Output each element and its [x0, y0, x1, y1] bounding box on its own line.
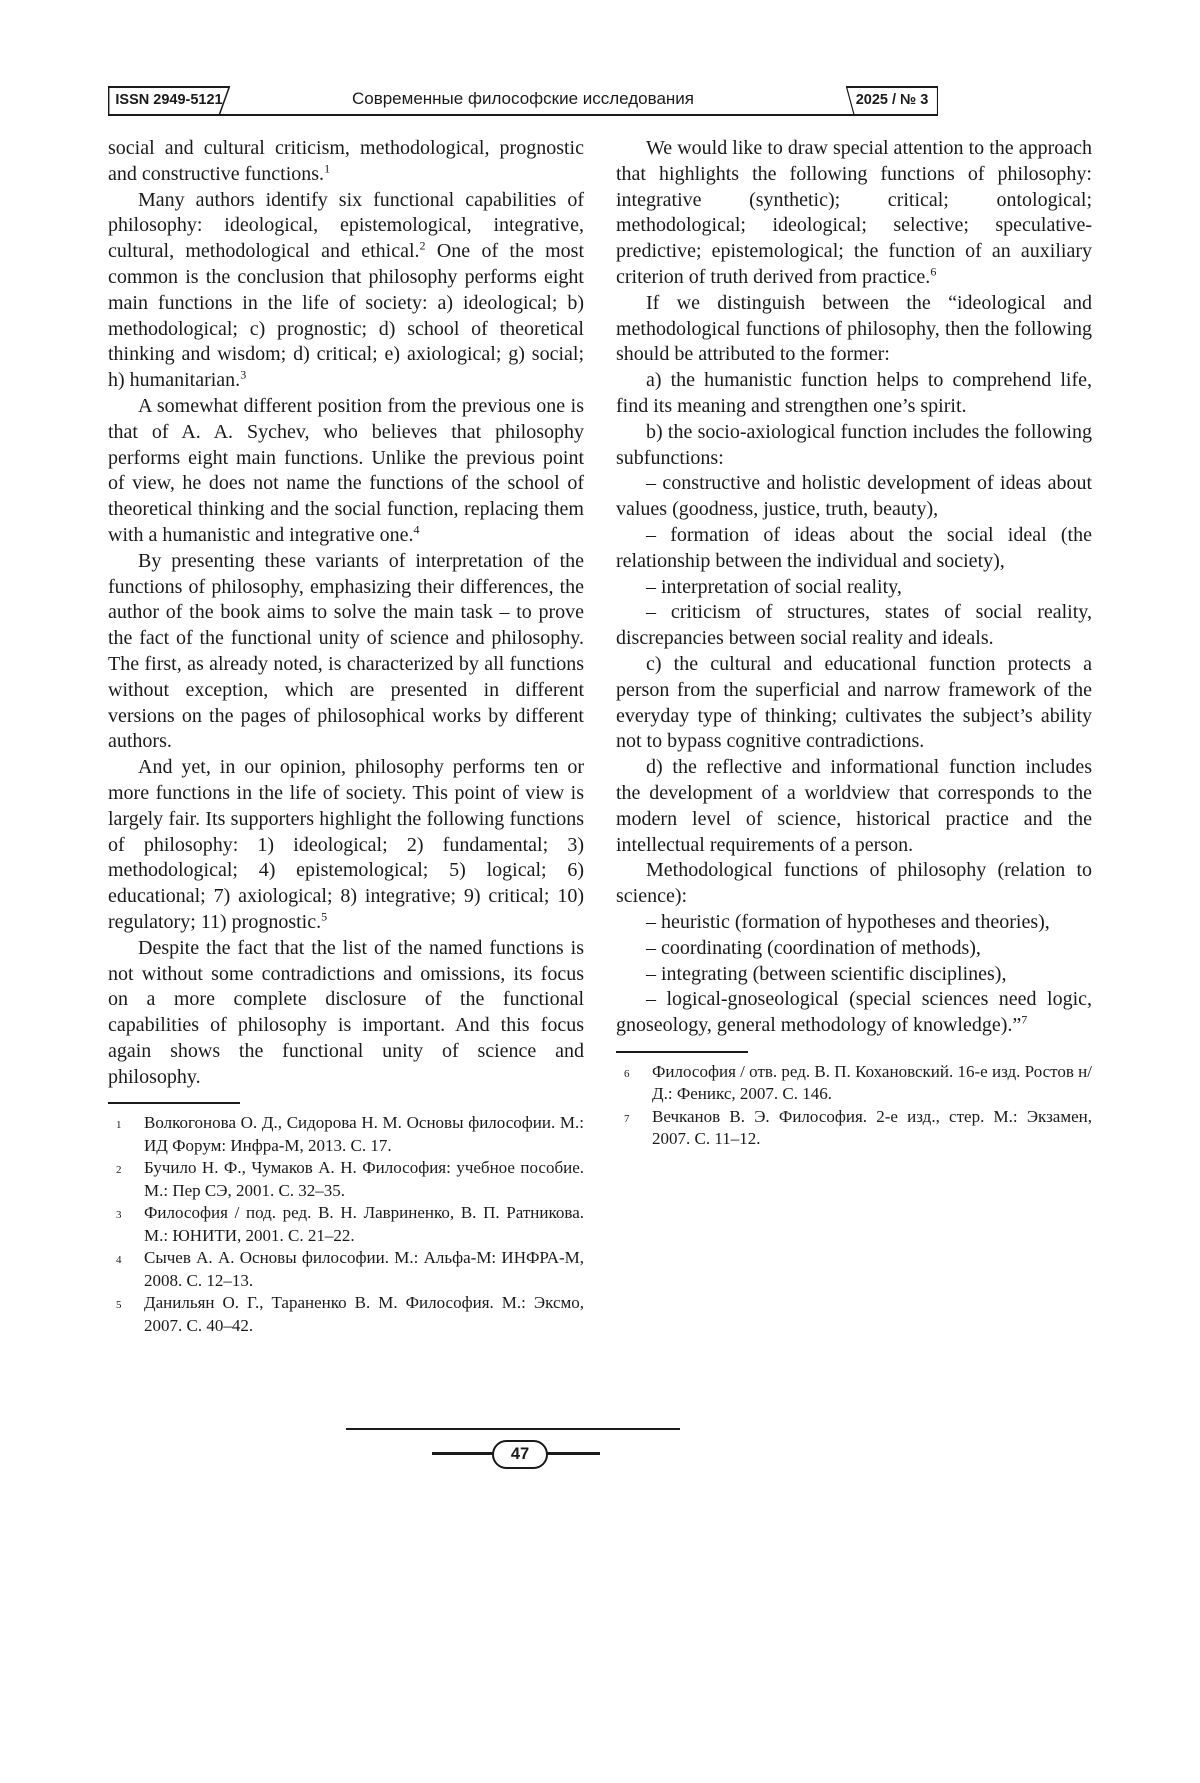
paragraph: b) the socio-axiological function includes the following subfunctions: — [616, 420, 1092, 469]
issue-tag — [846, 86, 938, 116]
footnote-number: 6 — [624, 1067, 630, 1080]
footnote-marker: 1 — [324, 161, 331, 176]
footnote — [108, 1112, 584, 1157]
footnote — [616, 1106, 1092, 1151]
paragraph: c) the cultural and educational function protects a person from the superficial and narrow framework of the everyday type of thinking; cultivates the subject’s ability not to bypass cognitive contradictions. — [616, 652, 1092, 753]
footnote-text: Философия / под. ред. В. Н. Лавриненко, В. П. Ратникова. М.: ЮНИТИ, 2001. С. 21–22. — [144, 1203, 584, 1245]
paragraph: – formation of ideas about the social ideal (the relationship between the individual and society), — [616, 523, 1092, 572]
paragraph: a) the humanistic function helps to comprehend life, find its meaning and strengthen one’s spirit. — [616, 369, 1092, 417]
footnote-text: Философия / отв. ред. В. П. Кохановский. 16-е изд. Ростов н/Д.: Феникс, 2007. С. 146. — [652, 1061, 1092, 1104]
paragraph: By presenting these variants of interpretation of the functions of philosophy, emphasizing their differences, the author of the book aims to solve the main task – to prove the fact of the functional unity of science and philosophy. The first, as already noted, is characterized by all functions without exception, which are presented in different versions on the pages of philosophical works by different authors. — [108, 549, 584, 753]
paragraph: – coordinating (coordination of methods), — [646, 936, 981, 959]
page-number-badge — [492, 1440, 548, 1469]
footnote-text: Бучило Н. Ф., Чумаков А. Н. Философия: учебное пособие. М.: Пер СЭ, 2001. С. 32–35. — [144, 1158, 584, 1200]
footnote-number: 7 — [624, 1112, 630, 1125]
paragraph: – constructive and holistic development of ideas about values (goodness, justice, truth, beauty), — [616, 472, 1092, 521]
paragraph: – criticism of structures, states of social reality, discrepancies between social reality and ideals. — [616, 601, 1092, 650]
footnote — [108, 1292, 584, 1337]
footnote-number: 5 — [116, 1299, 122, 1312]
left-column-body — [108, 136, 584, 1090]
page-number: 47 — [510, 1445, 530, 1463]
page-header — [108, 86, 938, 116]
footnote-text: Волкогонова О. Д., Сидорова Н. М. Основы философии. М.: ИД Форум: Инфра-М, 2013. С. 17. — [144, 1113, 584, 1155]
footnote — [616, 1061, 1092, 1106]
paragraph: Many authors identify six functional capabilities of philosophy: ideological, epistemological, integrative, cultural, methodological and ethical.$^2$ One of the most common is the conclusion that philosophy performs eight main functions in the life of society: a) ideological; b) methodological; c) prognostic; d) school of theoretical thinking and wisdom; d) critical; e) axiological; g) social; h) humanitarian.$^3$ — [108, 188, 585, 392]
footnote — [108, 1247, 584, 1292]
issn-label: ISSN 2949-5121 — [115, 92, 223, 108]
footer-rule-top — [346, 1428, 680, 1430]
footnote-marker: 2 — [419, 238, 426, 253]
paragraph: We would like to draw special attention to the approach that highlights the following functions of philosophy: integrative (synthetic); critical; ontological; methodological; ideological; selective; speculative-predictive; epistemological; the function of an auxiliary criterion of truth derived from practice.$^6$ — [616, 137, 1092, 288]
footnote-text: Вечканов В. Э. Философия. 2-е изд., стер. М.: Экзамен, 2007. С. 11–12. — [652, 1106, 1092, 1149]
header-rule — [108, 114, 938, 116]
footnote-marker: 3 — [240, 367, 247, 382]
footnote — [108, 1157, 584, 1202]
right-footnote-separator — [616, 1051, 748, 1053]
paragraph: d) the reflective and informational function includes the development of a worldview that corresponds to the modern level of science, historical practice and the intellectual requirements of a person. — [616, 756, 1092, 856]
left-column — [108, 136, 584, 1337]
footnote-marker: 5 — [321, 909, 328, 924]
footnote-number: 4 — [116, 1254, 122, 1267]
paragraph: A somewhat different position from the previous one is that of A. A. Sychev, who believes that philosophy performs eight main functions. Unlike the previous point of view, he does not name the functions of the school of theoretical thinking and the social function, replacing them with a humanistic and integrative one.$^4$ — [108, 394, 584, 546]
footnote-number: 2 — [116, 1164, 122, 1177]
footnote-number: 3 — [116, 1209, 122, 1222]
journal-title: Современные философские исследования — [351, 89, 695, 108]
paragraph: If we distinguish between the “ideological and methodological functions of philosophy, then the following should be attributed to the former: — [616, 291, 1092, 366]
paragraph: Despite the fact that the list of the named functions is not without some contradictions and omissions, its focus on a more complete disclosure of the functional capabilities of philosophy is important. And this focus again shows the functional unity of science and philosophy. — [108, 936, 584, 1088]
paragraph: – integrating (between scientific disciplines), — [646, 962, 1007, 985]
paragraph: – heuristic (formation of hypotheses and theories), — [646, 910, 1050, 933]
right-column-body — [616, 136, 1092, 1039]
paragraph: – interpretation of social reality, — [646, 575, 902, 598]
left-column-footnotes — [108, 1112, 584, 1337]
paragraph: Methodological functions of philosophy (relation to science): — [616, 859, 1092, 908]
footnote-text: Данильян О. Г., Тараненко В. М. Философия. М.: Эксмо, 2007. С. 40–42. — [144, 1293, 584, 1335]
page-body — [108, 136, 1092, 1337]
right-column — [616, 136, 1092, 1337]
footnote-marker: 7 — [1021, 1012, 1028, 1027]
paragraph: social and cultural criticism, methodological, prognostic and constructive functions.$^1$ — [108, 137, 584, 185]
paragraph: – logical-gnoseological (special sciences need logic, gnoseology, general methodology of knowledge).”$^7$ — [616, 988, 1092, 1037]
issue-label: 2025 / № 3 — [855, 92, 929, 108]
right-column-footnotes — [616, 1061, 1092, 1151]
paragraph: And yet, in our opinion, philosophy performs ten or more functions in the life of society. This point of view is largely fair. Its supporters highlight the following functions of philosophy: 1) ideological; 2) fundamental; 3) methodological; 4) epistemological; 5) logical; 6) educational; 7) axiological; 8) integrative; 9) critical; 10) regulatory; 11) prognostic.$^5$ — [108, 756, 584, 933]
footnote — [108, 1202, 584, 1247]
footnote-marker: 4 — [413, 522, 420, 537]
left-footnote-separator — [108, 1102, 240, 1104]
footnote-marker: 6 — [930, 264, 937, 279]
footnote-number: 1 — [116, 1119, 122, 1132]
footnote-text: Сычев А. А. Основы философии. М.: Альфа-М: ИНФРА-М, 2008. С. 12–13. — [144, 1248, 584, 1290]
